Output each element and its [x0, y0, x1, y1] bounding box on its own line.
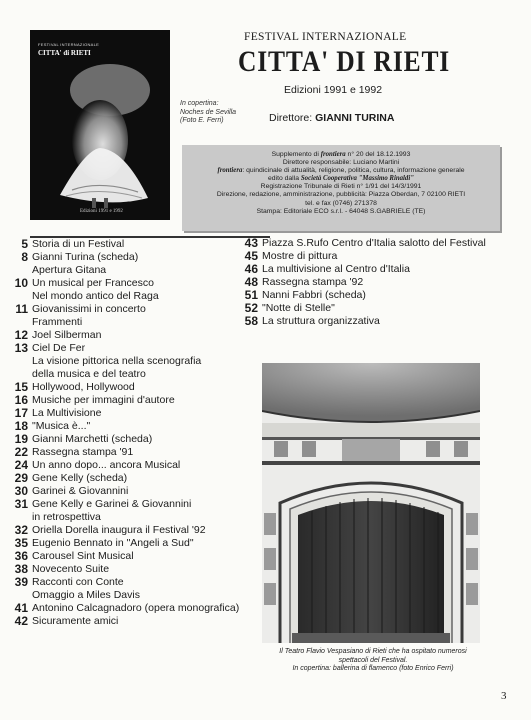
- cover-caption-line: Noches de Sevilla: [180, 108, 237, 116]
- toc-entry: [12, 498, 262, 524]
- toc-entry: [12, 563, 262, 576]
- toc-title-line: "Notte di Stelle": [262, 302, 335, 314]
- toc-entry: [12, 602, 262, 615]
- toc-entry: [12, 550, 262, 563]
- toc-title-line: Sicuramente amici: [32, 615, 119, 627]
- toc-entry: [12, 251, 262, 277]
- toc-title-line: Antonino Calcagnadoro (opera monografica): [32, 602, 240, 614]
- colophon-pre: tel. e fax (0746) 271378: [305, 199, 377, 207]
- toc-entry: [242, 237, 502, 250]
- theatre-interior-image: [262, 363, 480, 643]
- toc-entry: [12, 420, 262, 433]
- toc-page-number: 24: [14, 458, 28, 472]
- toc-title-line: Hollywood, Hollywood: [32, 381, 135, 393]
- toc-title-line: Novecento Suite: [32, 563, 110, 575]
- page-title: CITTA' DI RIETI: [238, 45, 451, 78]
- colophon-pre: Direzione, redazione, amministrazione, pubblicità: Piazza Oberdan, 7 02100 RIETI: [216, 191, 466, 199]
- toc-title-line: Musiche per immagini d'autore: [32, 394, 175, 406]
- toc-title-line: Gianni Marchetti (scheda): [32, 433, 153, 445]
- flamenco-dancer-image: [30, 30, 170, 220]
- toc-entry: [12, 277, 262, 303]
- director-line: [269, 112, 394, 124]
- toc-page-number: 39: [14, 575, 28, 589]
- toc-title-line: La visione pittorica nella scenografia: [32, 355, 202, 367]
- toc-page-number: 5: [21, 237, 28, 251]
- theatre-caption-line: In copertina: ballerina di flamenco (foto Enrico Ferri): [292, 665, 454, 672]
- toc-page-number: 15: [14, 380, 28, 394]
- colophon-pre: Registrazione Tribunale di Rieti n° 1/91 del 14/3/1991: [260, 183, 422, 191]
- toc-page-number: 17: [14, 406, 28, 420]
- toc-title-line: Rassegna stampa '92: [262, 276, 364, 288]
- cover-masthead-small: FESTIVAL INTERNAZIONALE: [38, 42, 100, 47]
- colophon-line: [182, 159, 500, 167]
- toc-entry: [242, 289, 502, 302]
- toc-title-line: Giovanissimi in concerto: [32, 303, 146, 315]
- toc-entry: [12, 342, 262, 381]
- toc-entry: [12, 576, 262, 602]
- toc-title-line: Gianni Turina (scheda): [32, 251, 139, 263]
- toc-left-column: [12, 238, 262, 628]
- cover-caption: [180, 100, 255, 126]
- toc-title-line: Nanni Fabbri (scheda): [262, 289, 366, 301]
- toc-title-line: Storia di un Festival: [32, 238, 125, 250]
- toc-page-number: 8: [21, 250, 28, 264]
- toc-title-line: La struttura organizzativa: [262, 315, 380, 327]
- toc-page-number: 58: [244, 314, 258, 328]
- colophon-pre: Stampa: Editoriale ECO s.r.l. - 64048 S.GABRIELE (TE): [256, 207, 426, 215]
- toc-title-line: in retrospettiva: [32, 511, 101, 523]
- colophon-line: [182, 151, 500, 159]
- colophon-pre: Supplemento di: [271, 151, 321, 158]
- toc-title-line: Frammenti: [32, 316, 83, 328]
- toc-title-line: "Musica è...": [32, 420, 91, 432]
- toc-page-number: 11: [15, 302, 28, 316]
- toc-title-line: Omaggio a Miles Davis: [32, 589, 140, 601]
- toc-title-line: Gene Kelly (scheda): [32, 472, 128, 484]
- toc-title-line: La multivisione al Centro d'Italia: [262, 263, 410, 275]
- toc-entry: [12, 446, 262, 459]
- colophon-line: [182, 200, 500, 208]
- toc-page-number: 29: [14, 471, 28, 485]
- cover-photo: [30, 30, 170, 220]
- colophon-brand: Società Cooperativa "Massimo Rinaldi": [300, 175, 414, 183]
- toc-page-number: 13: [14, 341, 28, 355]
- toc-page-number: 51: [244, 288, 258, 302]
- cover-masthead-title: CITTA' di RIETI: [38, 49, 91, 57]
- colophon-brand: frontiera: [217, 167, 243, 175]
- colophon-brand: frontiera: [320, 151, 346, 158]
- theatre-caption-line: spettacoli del Festival.: [338, 656, 408, 664]
- toc-page-number: 46: [244, 262, 258, 276]
- toc-entry: [12, 524, 262, 537]
- toc-page-number: 18: [14, 419, 28, 433]
- festival-subtitle: FESTIVAL INTERNAZIONALE: [244, 31, 407, 43]
- toc-title-line: Un anno dopo... ancora Musical: [32, 459, 181, 471]
- toc-page-number: 42: [14, 614, 28, 628]
- cover-caption-line: In copertina:: [180, 100, 219, 107]
- colophon-post: : quindicinale di attualità, religione, politica, cultura, informazione generale: [242, 167, 465, 175]
- toc-title-line: Joel Silberman: [32, 329, 102, 341]
- toc-page-number: 12: [14, 328, 28, 342]
- colophon-line: [182, 167, 500, 175]
- toc-title-line: Oriella Dorella inaugura il Festival '92: [32, 524, 206, 536]
- toc-entry: [12, 537, 262, 550]
- toc-title-line: Eugenio Bennato in "Angeli a Sud": [32, 537, 194, 549]
- toc-page-number: 30: [14, 484, 28, 498]
- toc-entry: [242, 302, 502, 315]
- toc-page-number: 36: [14, 549, 28, 563]
- toc-page-number: 31: [14, 497, 28, 511]
- toc-entry: [12, 303, 262, 329]
- toc-page-number: 52: [244, 301, 258, 315]
- toc-title-line: Mostre di pittura: [262, 250, 338, 262]
- director-label: Direttore:: [269, 112, 313, 124]
- toc-title-line: Ciel De Fer: [32, 342, 86, 354]
- toc-entry: [12, 485, 262, 498]
- toc-title-line: Carousel Sint Musical: [32, 550, 134, 562]
- toc-page-number: 41: [14, 601, 28, 615]
- toc-entry: [242, 276, 502, 289]
- toc-entry: [12, 459, 262, 472]
- theatre-caption-line: Il Teatro Flavio Vespasiano di Rieti che ha ospitato numerosi: [279, 648, 467, 655]
- toc-right-column: [242, 237, 502, 328]
- toc-entry: [12, 472, 262, 485]
- toc-entry: [12, 329, 262, 342]
- colophon-pre: edito dalla: [268, 175, 301, 183]
- toc-title-line: Un musical per Francesco: [32, 277, 154, 289]
- toc-title-line: Nel mondo antico del Raga: [32, 290, 159, 302]
- toc-page-number: 19: [14, 432, 28, 446]
- toc-page-number: 48: [244, 275, 258, 289]
- toc-title-line: della musica e del teatro: [32, 368, 146, 380]
- colophon-post: n° 20 del 18.12.1993: [345, 151, 411, 158]
- toc-title-line: Apertura Gitana: [32, 264, 107, 276]
- toc-entry: [242, 263, 502, 276]
- colophon-line: [182, 208, 500, 216]
- colophon-pre: Direttore responsabile: Luciano Martini: [282, 159, 400, 167]
- director-name: GIANNI TURINA: [315, 112, 395, 124]
- cover-caption-line: (Foto E. Ferri): [180, 117, 224, 124]
- colophon-line: [182, 191, 500, 199]
- editions-label: Edizioni 1991 e 1992: [284, 84, 383, 96]
- toc-page-number: 35: [14, 536, 28, 550]
- toc-entry: [12, 394, 262, 407]
- toc-page-number: 32: [14, 523, 28, 537]
- theatre-photo: [262, 363, 480, 643]
- toc-page-number: 45: [244, 249, 258, 263]
- toc-entry: [242, 315, 502, 328]
- toc-page-number: 38: [14, 562, 28, 576]
- page-number: 3: [501, 690, 507, 702]
- toc-entry: [12, 381, 262, 394]
- toc-entry: [12, 615, 262, 628]
- toc-entry: [242, 250, 502, 263]
- colophon-line: [182, 183, 500, 191]
- theatre-caption: [268, 648, 478, 674]
- toc-entry: [12, 407, 262, 420]
- toc-page-number: 43: [244, 236, 258, 250]
- toc-title-line: Garinei & Giovannini: [32, 485, 129, 497]
- toc-title-line: Piazza S.Rufo Centro d'Italia salotto del Festival: [262, 237, 486, 249]
- toc-page-number: 22: [14, 445, 28, 459]
- cover-edition-label: Edizioni 1991 e 1992: [80, 209, 123, 214]
- toc-title-line: Rassegna stampa '91: [32, 446, 134, 458]
- toc-title-line: Racconti con Conte: [32, 576, 124, 588]
- colophon-box: [182, 145, 500, 231]
- toc-entry: [12, 238, 262, 251]
- toc-entry: [12, 433, 262, 446]
- toc-page-number: 16: [14, 393, 28, 407]
- toc-title-line: Gene Kelly e Garinei & Giovannini: [32, 498, 192, 510]
- toc-page-number: 10: [14, 276, 28, 290]
- toc-title-line: La Multivisione: [32, 407, 102, 419]
